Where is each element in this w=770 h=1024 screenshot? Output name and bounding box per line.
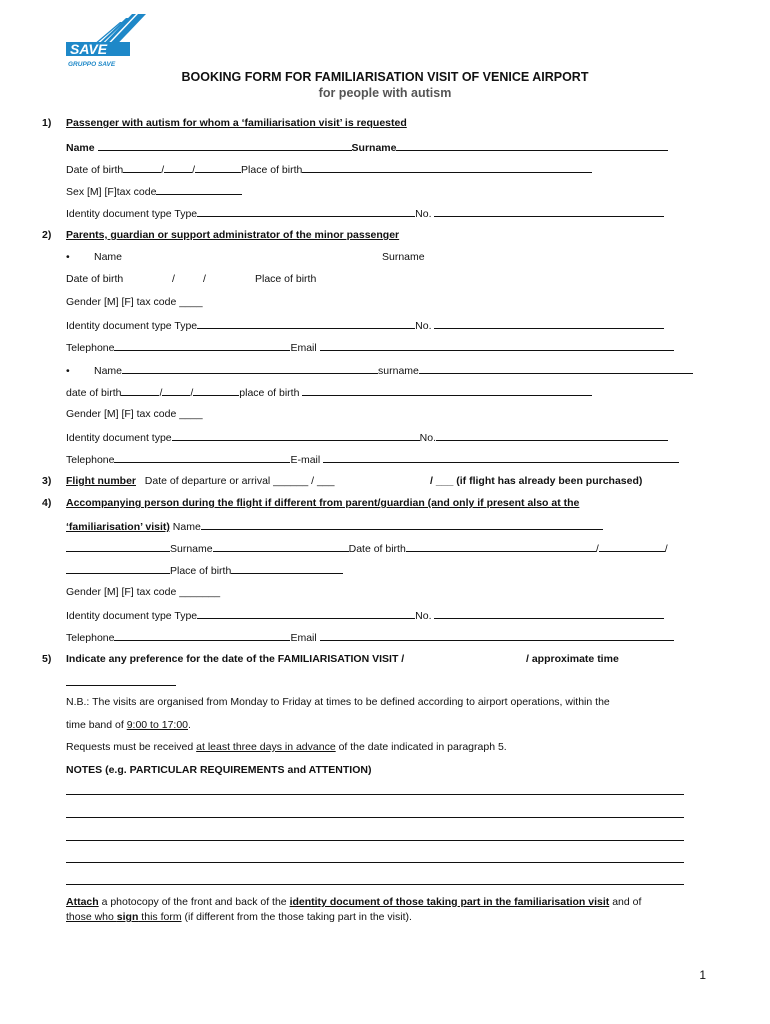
no-label: No.	[415, 610, 432, 622]
guardian2-gender-tax: Gender [M] [F] tax code ____	[66, 408, 203, 420]
time-band: 9:00 to 17:00	[126, 719, 189, 731]
companion-contact-row	[66, 630, 674, 645]
companion-pob-row	[66, 563, 343, 578]
surname-label: surname	[378, 365, 419, 377]
attach-emph: identity document of those taking part in the familiarisation visit	[289, 896, 610, 908]
passenger-dob-row: Date of birth / / Place of birth	[66, 162, 592, 177]
id-doc-label: Identity document type Type	[66, 320, 198, 332]
flight-number-label: Flight number	[66, 475, 136, 487]
dob-month-field[interactable]	[162, 385, 190, 396]
attach-line-2	[66, 911, 412, 924]
dob-label: Date of birth	[66, 164, 124, 176]
companion-pob-prefix-line[interactable]	[66, 563, 170, 574]
email-field[interactable]	[323, 452, 679, 463]
request-prefix: Requests must be received	[66, 741, 197, 753]
nb-suffix: .	[188, 719, 191, 731]
attach-those: those who	[66, 911, 117, 923]
dob-year-field[interactable]	[195, 162, 241, 173]
pob-field[interactable]	[302, 162, 592, 173]
attach-word: Attach	[66, 896, 99, 908]
slash: /	[664, 543, 668, 555]
guardian1-gender-tax: Gender [M] [F] tax code ____	[66, 296, 203, 308]
pob-label: place of birth	[239, 387, 300, 399]
passenger-sex-row	[66, 184, 242, 199]
guardian1-surname-label: Surname	[382, 251, 425, 263]
dob-label: Date of birth	[348, 543, 406, 555]
telephone-label: Telephone	[66, 342, 115, 354]
id-doc-label: Identity document type	[66, 432, 172, 444]
id-doc-label: Identity document type Type	[66, 208, 198, 220]
name-label: Name	[94, 251, 123, 263]
notes-line[interactable]	[66, 884, 684, 885]
dob-day-field[interactable]	[406, 541, 596, 552]
guardian2-surname-field[interactable]	[419, 363, 693, 374]
visit-date-field[interactable]	[66, 675, 176, 686]
bullet-icon: •	[66, 251, 70, 263]
companion-name-row	[66, 519, 603, 534]
dob-year-field[interactable]	[193, 385, 239, 396]
attach-form: this form	[138, 911, 182, 923]
attach-text-end: and of	[609, 896, 642, 908]
dob-label: date of birth	[66, 387, 122, 399]
id-doc-number-field[interactable]	[434, 608, 664, 619]
nb-line-1: N.B.: The visits are organised from Monday to Friday at times to be defined according to airport operations, within the	[66, 696, 610, 708]
form-title: BOOKING FORM FOR FAMILIARISATION VISIT OF VENICE AIRPORT	[181, 70, 589, 84]
attach-text: a photocopy of the front and back of the	[98, 896, 290, 908]
surname-label: Surname	[170, 543, 213, 555]
notes-line[interactable]	[66, 862, 684, 863]
request-deadline: at least three days in advance	[196, 741, 336, 753]
notes-line[interactable]	[66, 840, 684, 841]
email-label: Email	[290, 342, 317, 354]
guardian2-contact-row	[66, 452, 679, 467]
companion-pob-field[interactable]	[231, 563, 343, 574]
attach-line-1	[66, 896, 641, 909]
pob-label: Place of birth	[170, 565, 232, 577]
id-doc-type-field[interactable]	[172, 430, 420, 441]
guardian1-name-row	[66, 251, 122, 264]
telephone-field[interactable]	[114, 630, 290, 641]
nb-prefix: time band of	[66, 719, 127, 731]
flight-row	[66, 475, 334, 488]
visit-date-row	[66, 675, 176, 690]
id-doc-number-field[interactable]	[434, 206, 664, 217]
companion-prefix-line[interactable]	[66, 541, 170, 552]
telephone-field[interactable]	[114, 340, 290, 351]
page-number: 1	[699, 968, 706, 982]
companion-surname-row	[66, 541, 668, 556]
svg-text:GRUPPO SAVE: GRUPPO SAVE	[68, 61, 116, 68]
email-label: E-mail	[290, 454, 321, 466]
email-field[interactable]	[320, 340, 674, 351]
section-4-number: 4)	[42, 497, 52, 509]
guardian2-name-field[interactable]	[122, 363, 378, 374]
save-logo	[66, 12, 146, 70]
dob-month-field[interactable]	[164, 162, 192, 173]
guardian1-dob-label: Date of birth	[66, 273, 124, 285]
guardian1-contact-row	[66, 340, 674, 355]
form-subtitle: for people with autism	[318, 86, 452, 100]
slash: /	[595, 543, 599, 555]
dob-day-field[interactable]	[121, 385, 159, 396]
nb-line-2	[66, 719, 191, 732]
email-label: Email	[290, 632, 317, 644]
telephone-label: Telephone	[66, 454, 115, 466]
email-field[interactable]	[320, 630, 674, 641]
attach-sign: sign	[116, 911, 139, 923]
section-5-text: Indicate any preference for the date of the FAMILIARISATION VISIT /	[66, 653, 405, 665]
notes-line[interactable]	[66, 794, 684, 795]
no-label: No.	[415, 320, 432, 332]
request-suffix: of the date indicated in paragraph 5.	[335, 741, 507, 753]
no-label: No.	[415, 208, 432, 220]
companion-name-field[interactable]	[201, 519, 603, 530]
slash: /	[203, 273, 206, 285]
section-4-heading: Accompanying person during the flight if different from parent/guardian (and only if present also at the	[66, 497, 580, 509]
notes-line[interactable]	[66, 817, 684, 818]
section-5-number: 5)	[42, 653, 52, 665]
id-doc-type-field[interactable]	[197, 318, 415, 329]
flight-date-label: Date of departure or arrival ______ / ___	[144, 475, 335, 487]
id-doc-label: Identity document type Type	[66, 610, 198, 622]
guardian2-name-row	[66, 363, 693, 378]
passenger-id-row	[66, 206, 664, 221]
slash: /	[172, 273, 175, 285]
notes-heading: NOTES (e.g. PARTICULAR REQUIREMENTS and ATTENTION)	[66, 764, 372, 776]
attach-paren: (if different from the those taking part in the visit).	[181, 911, 412, 923]
request-note	[66, 741, 507, 754]
pob-field[interactable]	[302, 385, 592, 396]
section-4-heading-cont: ‘familiarisation’ visit)	[66, 521, 170, 533]
guardian2-dob-row: date of birth / / place of birth	[66, 385, 592, 400]
name-label: Name	[66, 142, 95, 154]
svg-text:SAVE: SAVE	[70, 41, 108, 57]
section-1-number: 1)	[42, 117, 52, 129]
companion-gender-tax: Gender [M] [F] tax code _______	[66, 586, 221, 598]
guardian1-id-row	[66, 318, 664, 333]
id-doc-type-field[interactable]	[197, 608, 415, 619]
guardian1-pob-label: Place of birth	[255, 273, 317, 285]
bullet-icon: •	[66, 365, 70, 377]
section-1-heading: Passenger with autism for whom a ‘familiarisation visit’ is requested	[66, 117, 407, 129]
passenger-name-field[interactable]	[98, 140, 352, 151]
section-3-number: 3)	[42, 475, 52, 487]
name-label: Name	[172, 521, 201, 533]
companion-surname-field[interactable]	[213, 541, 349, 552]
dob-month-field[interactable]	[599, 541, 665, 552]
surname-label: Surname	[351, 142, 397, 154]
tax-code-field[interactable]	[156, 184, 242, 195]
telephone-field[interactable]	[114, 452, 290, 463]
section-2-heading: Parents, guardian or support administrator of the minor passenger	[66, 229, 400, 241]
id-doc-number-field[interactable]	[434, 318, 664, 329]
id-doc-number-field[interactable]	[436, 430, 668, 441]
name-label: Name	[94, 365, 123, 377]
no-label: No.	[419, 432, 436, 444]
sex-tax-label: Sex [M] [F]tax code	[66, 186, 157, 198]
id-doc-type-field[interactable]	[197, 206, 415, 217]
guardian2-id-row	[66, 430, 668, 445]
telephone-label: Telephone	[66, 632, 115, 644]
approx-time-label: / approximate time	[526, 653, 619, 665]
section-2-number: 2)	[42, 229, 52, 241]
dob-day-field[interactable]	[123, 162, 161, 173]
flight-purchased-note: / ___ (if flight has already been purchased)	[430, 475, 643, 487]
passenger-name-row	[66, 140, 668, 155]
pob-label: Place of birth	[241, 164, 303, 176]
companion-id-row	[66, 608, 664, 623]
passenger-surname-field[interactable]	[396, 140, 668, 151]
